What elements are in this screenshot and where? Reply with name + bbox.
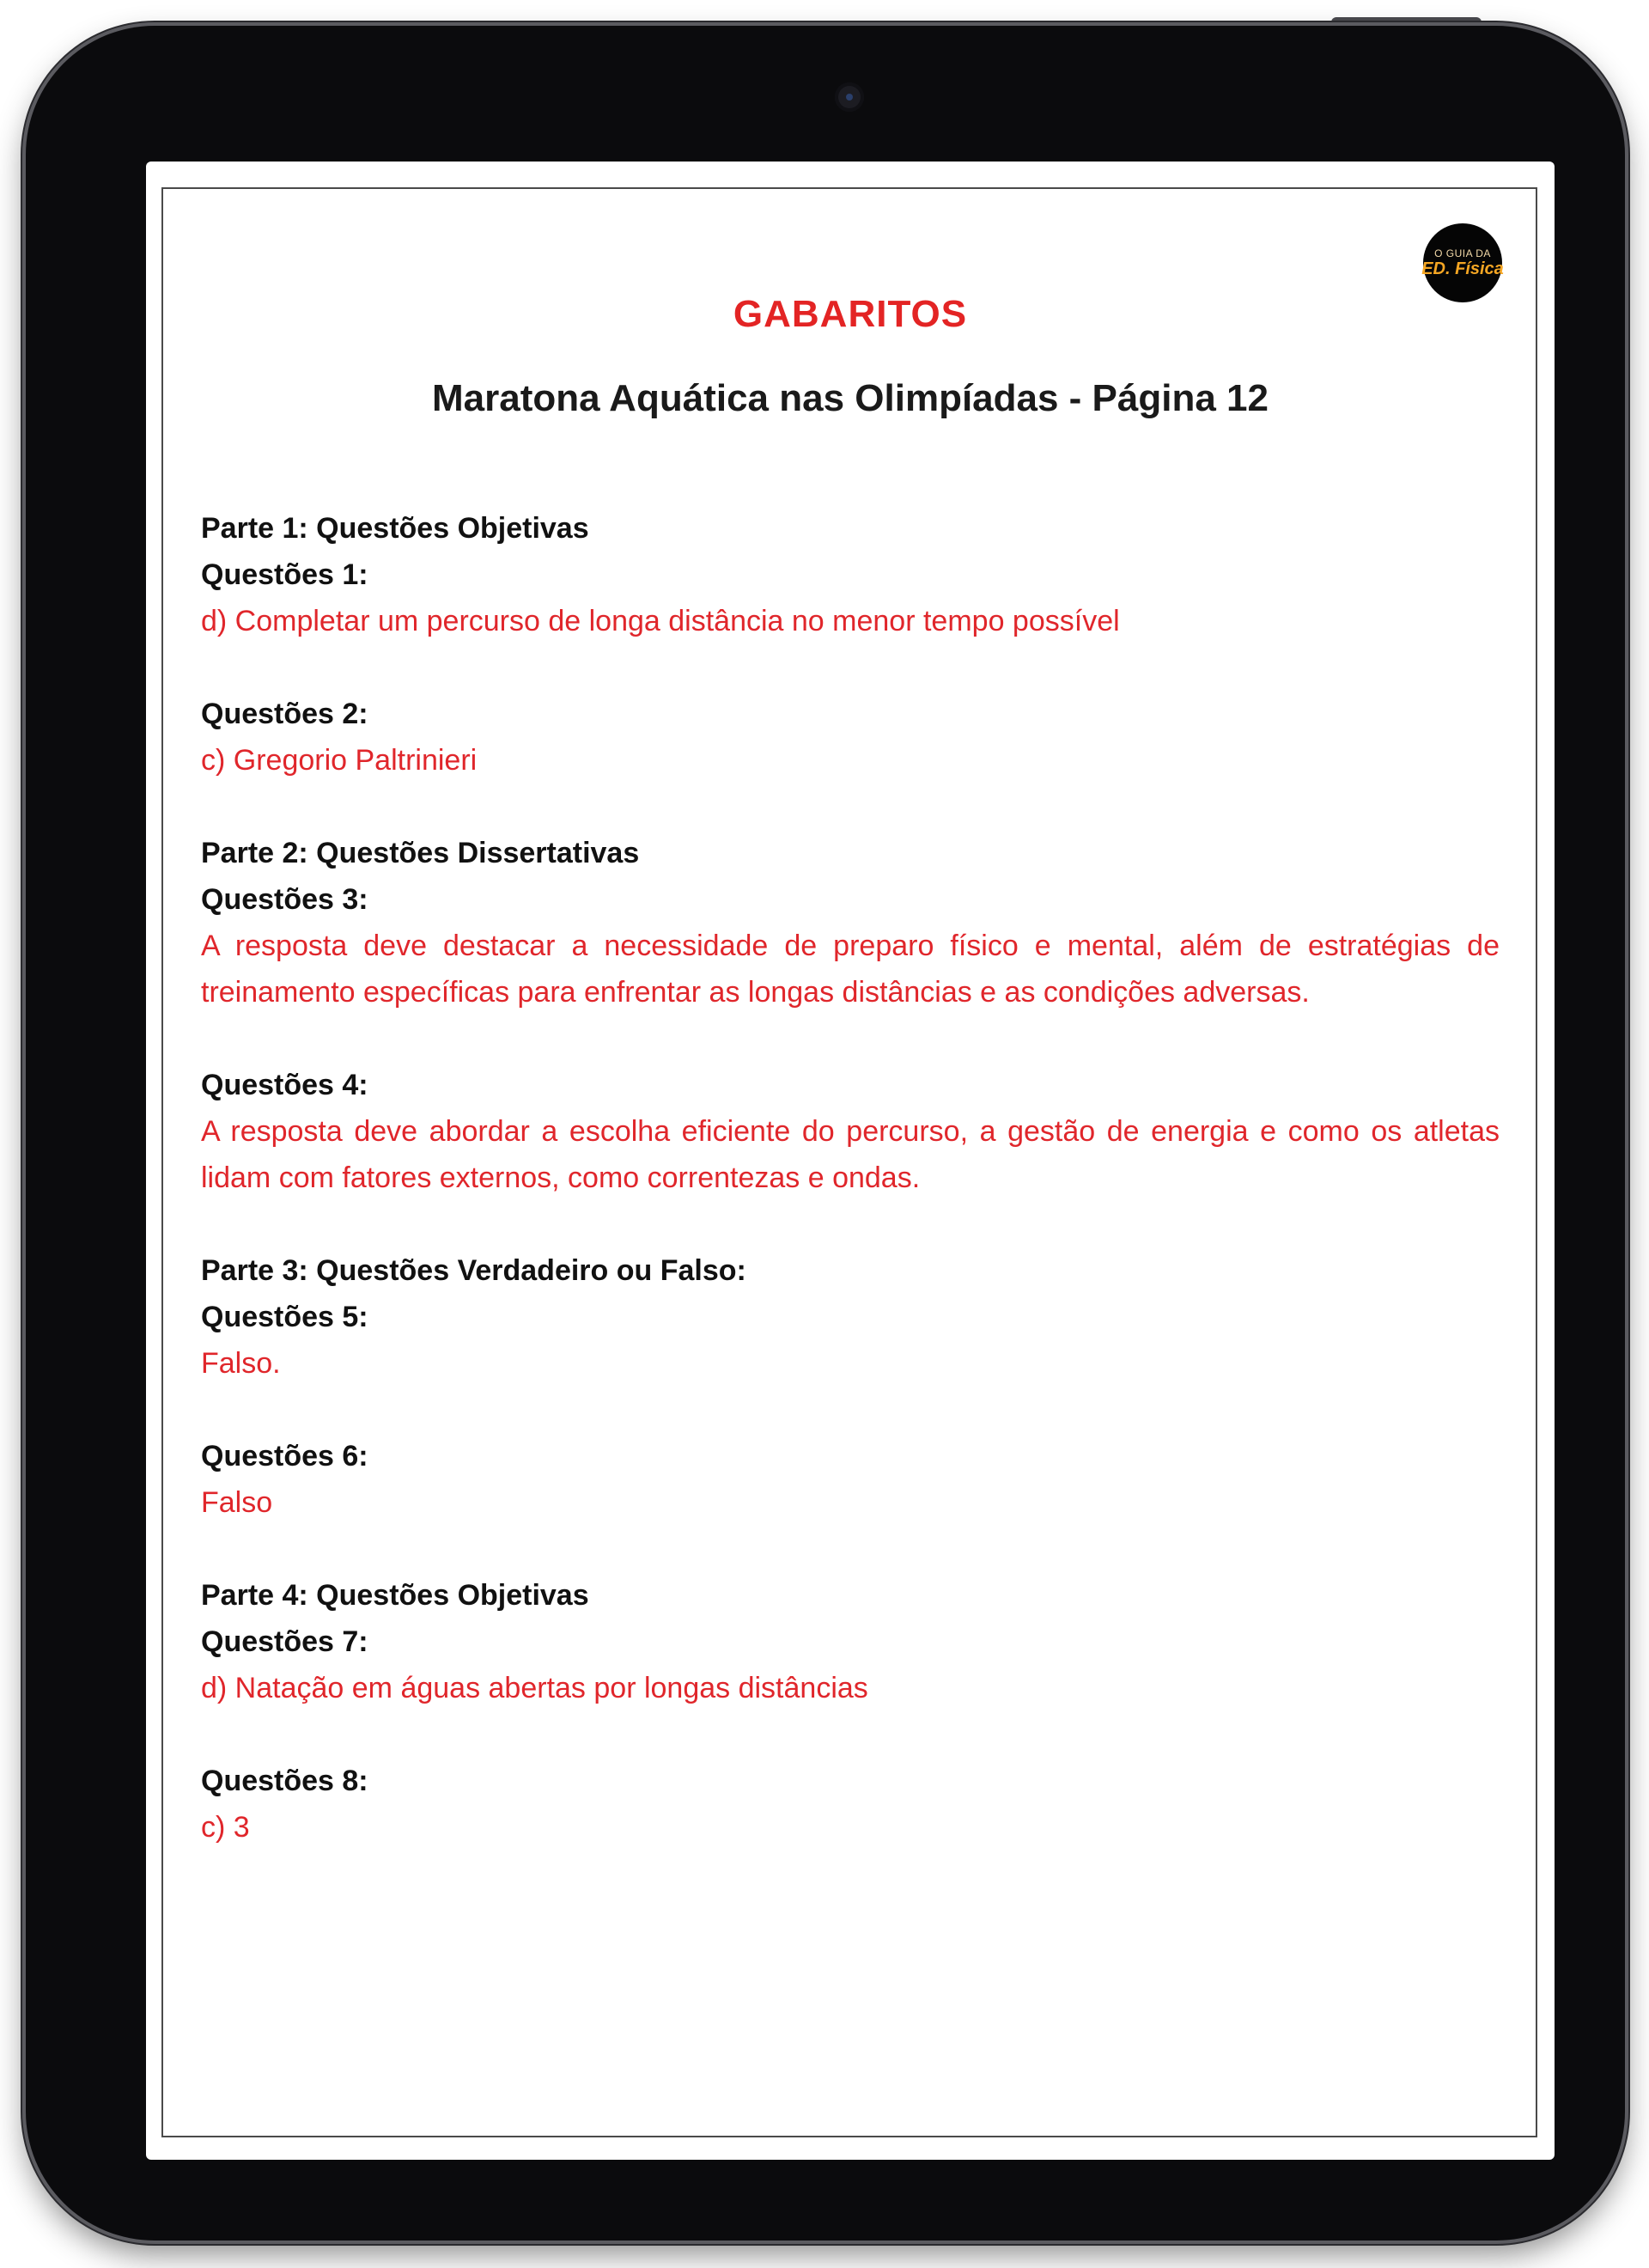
answer-text: Falso. <box>201 1347 281 1380</box>
document-title: GABARITOS <box>733 293 968 335</box>
answer-block-2 <box>201 691 1500 783</box>
answer-text: c) Gregorio Paltrinieri <box>201 744 478 777</box>
question-label: Questões 1: <box>201 558 368 591</box>
answer-text: A resposta deve destacar a necessidade de preparo físico e mental, além de estratégias de treinamento específicas para enfrentar as longas distâncias e as condições adversas. <box>201 930 1500 1009</box>
question-label: Questões 6: <box>201 1440 368 1472</box>
front-camera-icon <box>835 82 864 112</box>
answer-block-3 <box>201 830 1500 1015</box>
answer-block-6 <box>201 1433 1500 1526</box>
part-heading: Parte 4: Questões Objetivas <box>201 1579 589 1612</box>
question-label: Questões 2: <box>201 698 368 730</box>
tablet-screen[interactable] <box>146 162 1555 2160</box>
question-label: Questões 5: <box>201 1301 368 1333</box>
answer-key <box>201 505 1500 1897</box>
answer-block-4 <box>201 1062 1500 1201</box>
document-subtitle: Maratona Aquática nas Olimpíadas - Página 12 <box>432 377 1269 419</box>
part-heading: Parte 3: Questões Verdadeiro ou Falso: <box>201 1254 746 1287</box>
answer-text: c) 3 <box>201 1811 250 1844</box>
question-label: Questões 4: <box>201 1069 368 1101</box>
answer-block-7 <box>201 1572 1500 1711</box>
answer-block-8 <box>201 1758 1500 1850</box>
answer-text: Falso <box>201 1486 273 1519</box>
tablet-frame <box>26 26 1625 2241</box>
question-label: Questões 7: <box>201 1625 368 1658</box>
part-heading: Parte 2: Questões Dissertativas <box>201 837 640 869</box>
answer-text: A resposta deve abordar a escolha eficiente do percurso, a gestão de energia e como os atletas lidam com fatores externos, como correntezas e ondas. <box>201 1115 1500 1194</box>
answer-block-1 <box>201 505 1500 644</box>
part-heading: Parte 1: Questões Objetivas <box>201 512 589 545</box>
answer-block-5 <box>201 1247 1500 1387</box>
answer-text: d) Natação em águas abertas por longas distâncias <box>201 1672 868 1704</box>
question-label: Questões 3: <box>201 883 368 916</box>
logo-line-2: ED. Física <box>1421 259 1504 278</box>
answer-text: d) Completar um percurso de longa distância no menor tempo possível <box>201 605 1120 637</box>
logo-line-1: O GUIA DA <box>1434 247 1491 259</box>
question-label: Questões 8: <box>201 1765 368 1797</box>
